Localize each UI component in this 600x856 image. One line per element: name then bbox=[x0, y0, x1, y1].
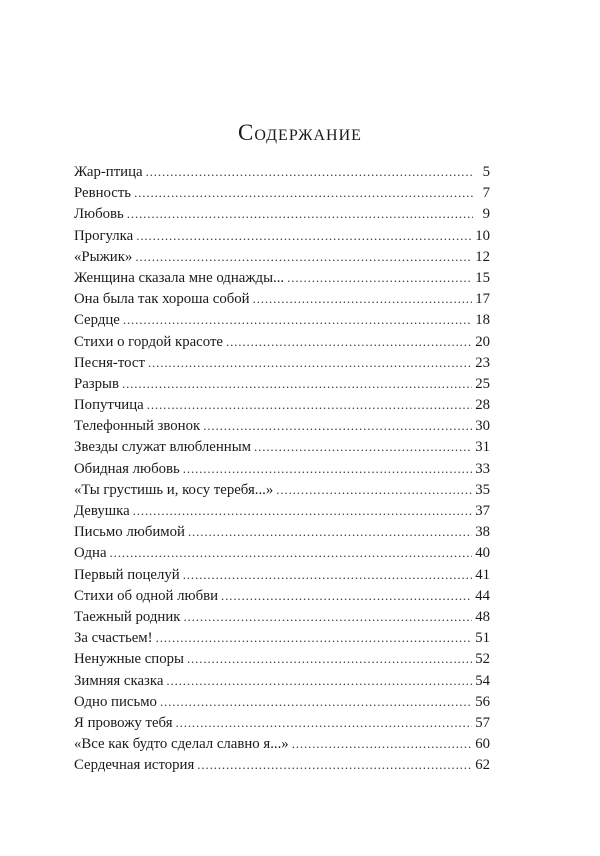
toc-entry-title: Письмо любимой bbox=[74, 524, 185, 541]
dot-leader bbox=[134, 182, 473, 203]
toc-entry bbox=[74, 585, 490, 606]
toc-entry-page-number: 10 bbox=[475, 227, 490, 244]
dot-leader bbox=[148, 352, 472, 373]
dot-leader bbox=[123, 309, 472, 330]
toc-entry-page-number: 15 bbox=[475, 269, 490, 286]
dot-leader bbox=[156, 627, 473, 648]
toc-entry-title: Ненужные споры bbox=[74, 651, 184, 668]
toc-entry-title: Девушка bbox=[74, 503, 130, 519]
toc-entry-title: «Все как будто сделал славно я...» bbox=[74, 736, 289, 753]
toc-entry bbox=[74, 458, 490, 479]
toc-entry-page-number: 12 bbox=[475, 248, 490, 265]
dot-leader bbox=[254, 436, 472, 457]
toc-entry bbox=[74, 394, 490, 415]
toc-entry-title: Стихи о гордой красоте bbox=[74, 333, 223, 350]
toc-entry-title: «Ты грустишь и, косу теребя...» bbox=[74, 481, 274, 498]
toc-entry bbox=[74, 479, 490, 500]
toc-entry-page-number: 37 bbox=[475, 503, 490, 519]
toc-entry bbox=[74, 754, 490, 775]
dot-leader bbox=[135, 246, 472, 267]
toc-entry bbox=[74, 712, 490, 733]
toc-entry bbox=[74, 288, 490, 309]
toc-entry-title: Сердечная история bbox=[74, 757, 195, 774]
toc-entry-title: Попутчица bbox=[74, 397, 144, 414]
toc-entry-page-number: 56 bbox=[475, 693, 490, 710]
dot-leader bbox=[226, 331, 472, 352]
toc-entry bbox=[74, 670, 490, 691]
toc-entry-title: Она была так хороша собой bbox=[74, 291, 250, 308]
toc-entry-title: Одна bbox=[74, 545, 107, 562]
dot-leader bbox=[160, 691, 472, 712]
dot-leader bbox=[183, 458, 472, 479]
toc-entry-page-number: 7 bbox=[482, 185, 490, 202]
toc-entry-page-number: 33 bbox=[475, 460, 490, 477]
toc-entry bbox=[74, 182, 490, 203]
toc-entry bbox=[74, 606, 490, 627]
toc-entry-page-number: 60 bbox=[475, 736, 490, 753]
toc-entry-title: Первый поцелуй bbox=[74, 566, 180, 583]
toc-entry-page-number: 41 bbox=[475, 566, 490, 583]
dot-leader bbox=[136, 225, 472, 246]
dot-leader bbox=[221, 585, 472, 606]
toc-entry-title: Я провожу тебя bbox=[74, 714, 173, 731]
toc-entry-title: Таежный родник bbox=[74, 608, 181, 625]
dot-leader bbox=[287, 267, 472, 288]
toc-entry bbox=[74, 436, 490, 457]
toc-entry-page-number: 5 bbox=[482, 164, 490, 180]
dot-leader bbox=[110, 542, 473, 563]
toc-entry-page-number: 54 bbox=[475, 672, 490, 689]
toc-entry bbox=[74, 627, 490, 648]
toc-entry-title: Одно письмо bbox=[74, 693, 157, 710]
toc-entry-page-number: 23 bbox=[475, 354, 490, 371]
toc-entry-page-number: 44 bbox=[475, 587, 490, 604]
toc-entry-page-number: 52 bbox=[475, 651, 490, 668]
toc-entry-title: Телефонный звонок bbox=[74, 418, 201, 435]
toc-entry bbox=[74, 225, 490, 246]
toc-entry-title: Сердце bbox=[74, 312, 120, 329]
toc-entry bbox=[74, 352, 490, 373]
toc-entry-title: Зимняя сказка bbox=[74, 672, 164, 689]
toc-entry-page-number: 48 bbox=[475, 608, 490, 625]
dot-leader bbox=[253, 288, 473, 309]
toc-entry bbox=[74, 564, 490, 585]
dot-leader bbox=[176, 712, 473, 733]
toc-title: Содержание bbox=[238, 120, 362, 145]
toc-entry-title: Прогулка bbox=[74, 227, 134, 244]
toc-entry bbox=[74, 161, 490, 182]
toc-entry-title: Ревность bbox=[74, 185, 132, 202]
dot-leader bbox=[147, 394, 472, 415]
toc-entry-page-number: 28 bbox=[475, 397, 490, 414]
dot-leader bbox=[166, 670, 472, 691]
dot-leader bbox=[197, 754, 472, 775]
dot-leader bbox=[183, 606, 472, 627]
dot-leader bbox=[292, 733, 473, 754]
toc-entry-title: Женщина сказала мне однажды... bbox=[74, 269, 285, 286]
toc-entry bbox=[74, 203, 490, 224]
toc-entry-title: За счастьем! bbox=[74, 630, 153, 647]
toc-entry bbox=[74, 521, 490, 542]
toc-entry bbox=[74, 246, 490, 267]
toc-entry bbox=[74, 415, 490, 436]
toc-entry-page-number: 18 bbox=[475, 312, 490, 329]
toc-entry-page-number: 30 bbox=[475, 418, 490, 435]
dot-leader bbox=[146, 161, 473, 182]
toc-entry-page-number: 38 bbox=[475, 524, 490, 541]
toc-entry-page-number: 9 bbox=[482, 206, 490, 223]
dot-leader bbox=[133, 500, 473, 521]
toc-entry bbox=[74, 309, 490, 330]
toc-entry bbox=[74, 267, 490, 288]
toc-entry bbox=[74, 500, 490, 521]
toc-entry bbox=[74, 542, 490, 563]
toc-entry-title: «Рыжик» bbox=[74, 248, 133, 265]
toc-entry-page-number: 17 bbox=[475, 291, 490, 308]
toc-entry-page-number: 20 bbox=[475, 333, 490, 350]
toc-entry-page-number: 31 bbox=[475, 439, 490, 456]
dot-leader bbox=[188, 521, 472, 542]
toc-entry bbox=[74, 331, 490, 352]
toc-entry-title: Жар-птица bbox=[74, 164, 143, 180]
toc-list bbox=[74, 161, 490, 775]
dot-leader bbox=[187, 648, 472, 669]
toc-entry-page-number: 57 bbox=[475, 714, 490, 731]
toc-entry-title: Обидная любовь bbox=[74, 460, 180, 477]
toc-entry-title: Песня-тост bbox=[74, 354, 145, 371]
dot-leader bbox=[203, 415, 472, 436]
dot-leader bbox=[122, 373, 472, 394]
toc-entry bbox=[74, 648, 490, 669]
toc-entry-page-number: 25 bbox=[475, 375, 490, 392]
toc-entry-title: Звезды служат влюбленным bbox=[74, 439, 252, 456]
toc-entry-title: Стихи об одной любви bbox=[74, 587, 219, 604]
toc-entry-page-number: 40 bbox=[475, 545, 490, 562]
toc-entry bbox=[74, 373, 490, 394]
toc-entry-title: Разрыв bbox=[74, 375, 119, 392]
toc-entry-page-number: 62 bbox=[475, 757, 490, 774]
toc-entry bbox=[74, 733, 490, 754]
dot-leader bbox=[183, 564, 473, 585]
toc-entry-page-number: 51 bbox=[475, 630, 490, 647]
dot-leader bbox=[127, 203, 473, 224]
toc-entry bbox=[74, 691, 490, 712]
dot-leader bbox=[276, 479, 472, 500]
toc-entry-title: Любовь bbox=[74, 206, 124, 223]
toc-entry-page-number: 35 bbox=[475, 481, 490, 498]
